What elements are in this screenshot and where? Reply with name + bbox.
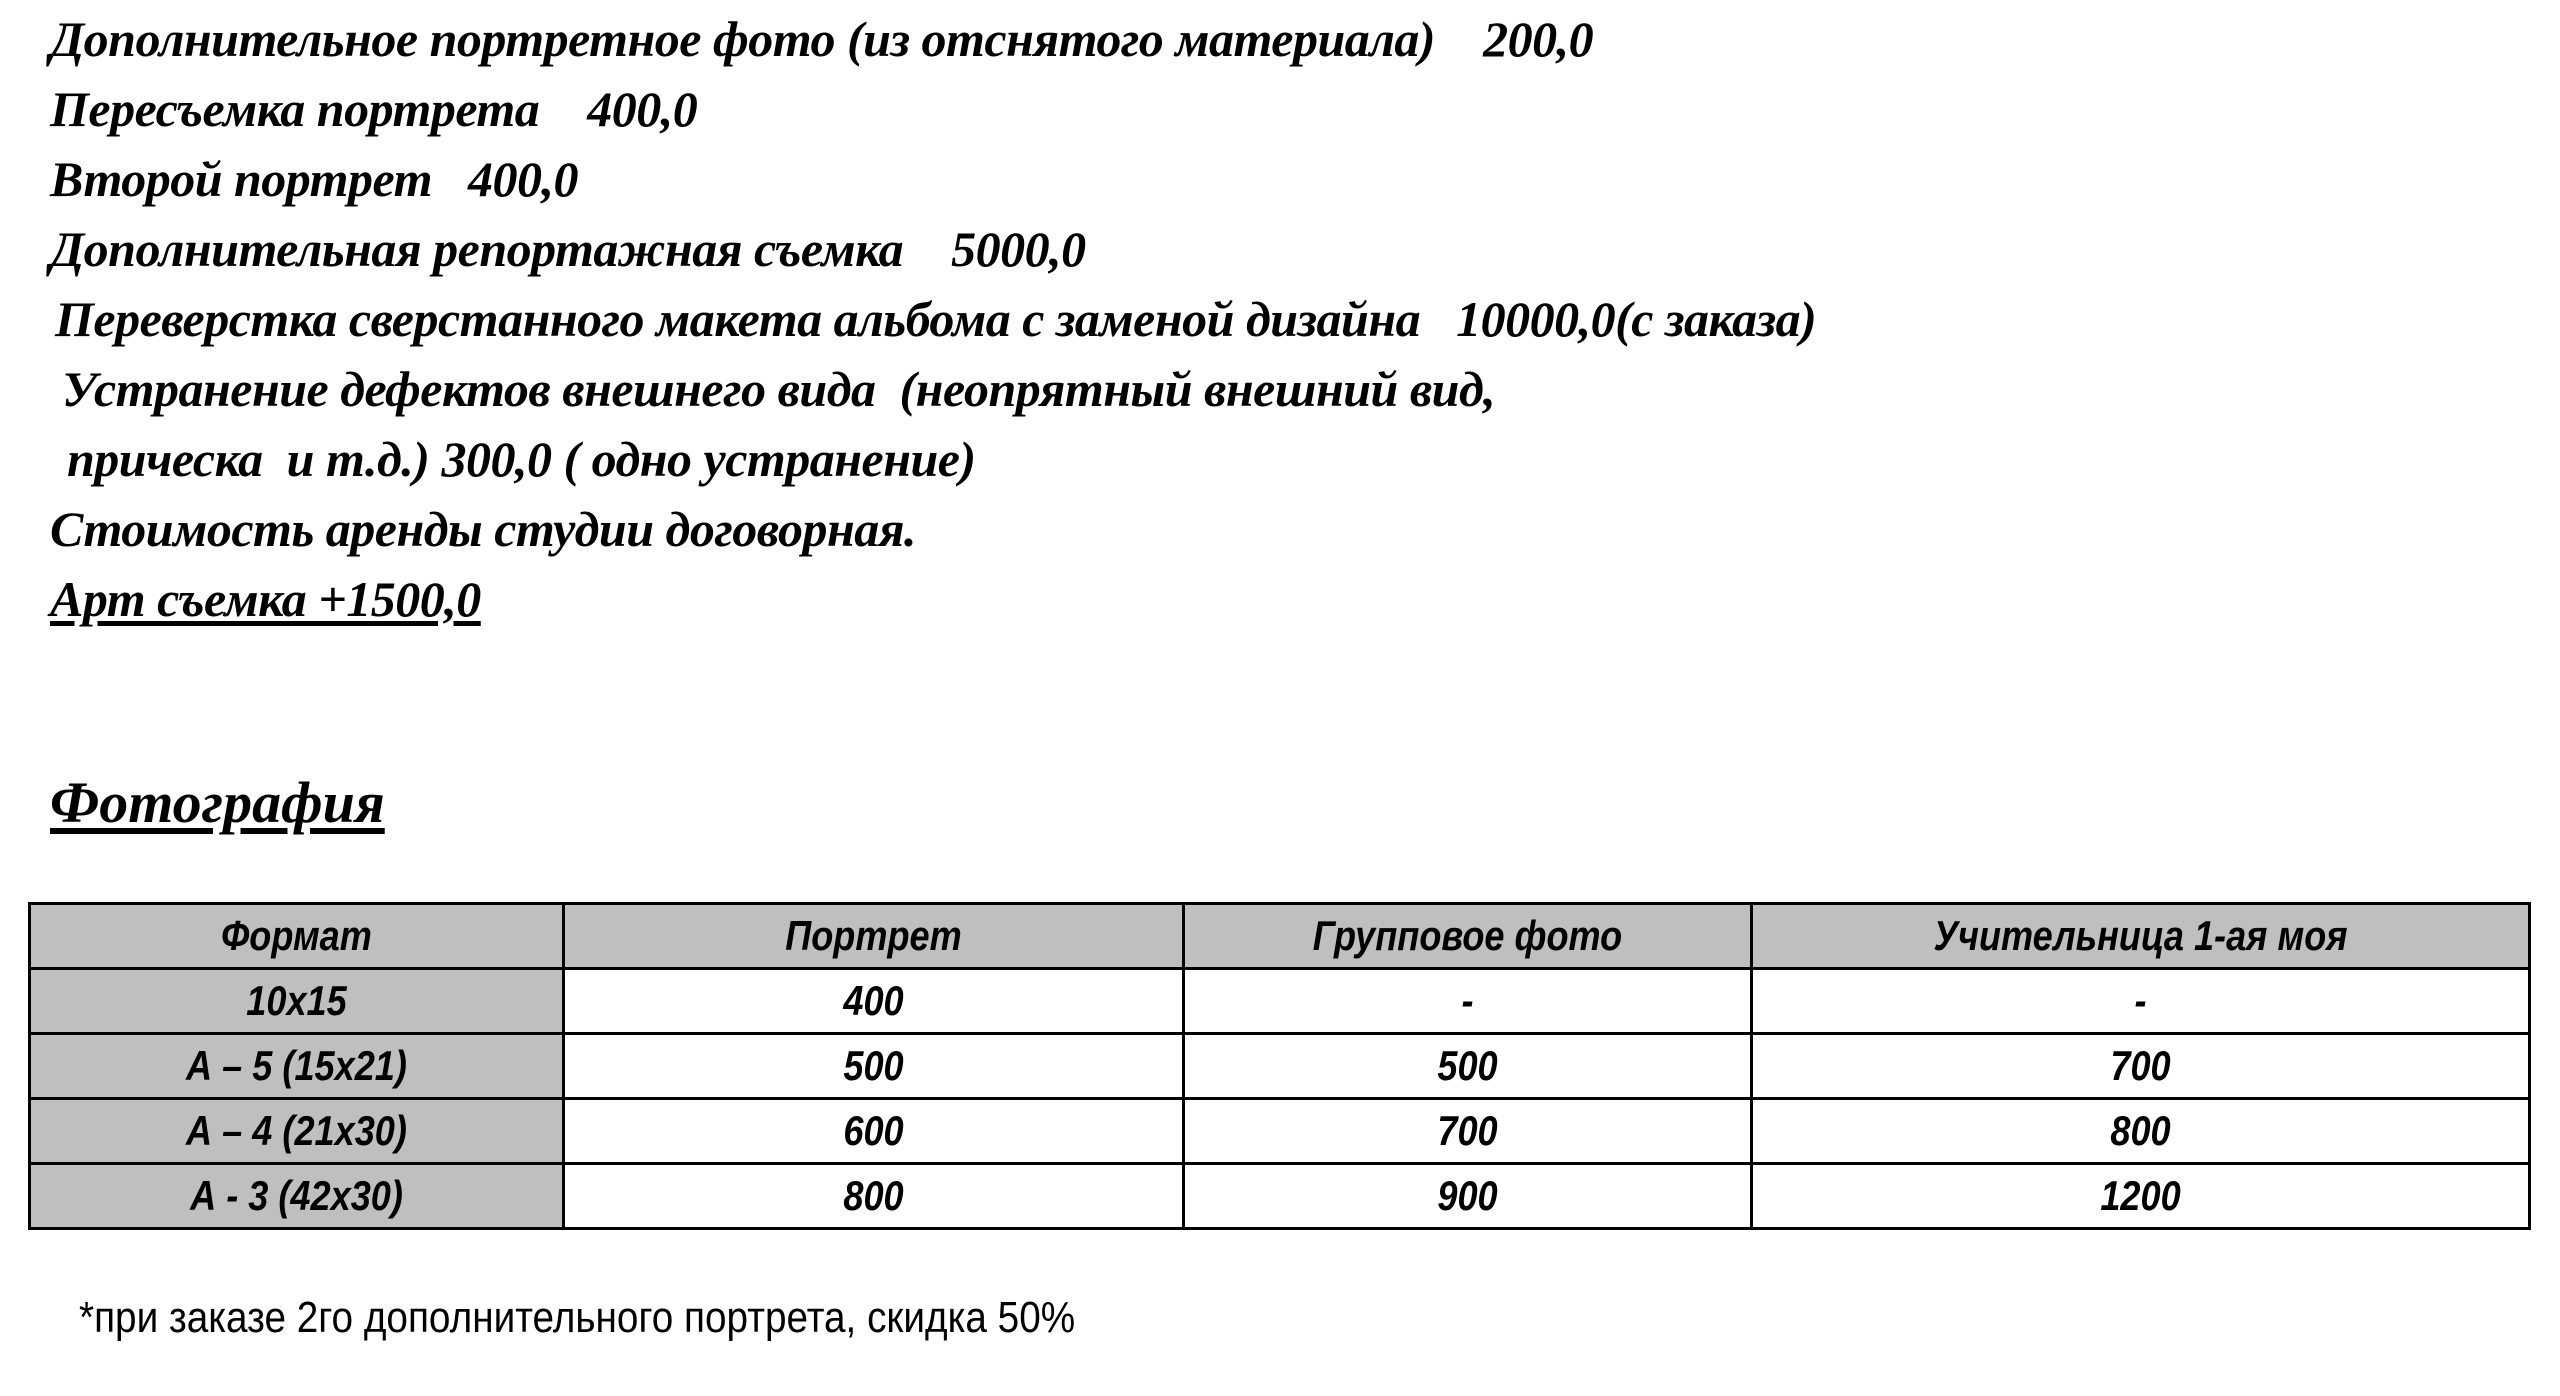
table-row <box>30 1099 2530 1164</box>
cell-teacher <box>1752 1034 2530 1099</box>
section-heading-wrap <box>50 768 385 838</box>
cell-format-value: 10x15 <box>246 977 347 1024</box>
cell-portret-value: 500 <box>843 1042 904 1089</box>
cell-teacher-value: 700 <box>2110 1042 2171 1089</box>
table-header-teacher-label: Учительница 1-ая моя <box>1933 912 2348 959</box>
cell-format-value: А – 4 (21х30) <box>186 1107 407 1154</box>
price-line: Второй портрет 400,0 <box>50 151 578 207</box>
cell-format <box>30 1099 564 1164</box>
price-line-underlined-wrap <box>0 564 2560 647</box>
price-line: Дополнительная репортажная съемка 5000,0 <box>50 221 1086 277</box>
cell-teacher <box>1752 1099 2530 1164</box>
cell-group-value: - <box>1461 977 1474 1024</box>
price-line: Стоимость аренды студии договорная. <box>50 501 916 557</box>
cell-teacher <box>1752 969 2530 1034</box>
cell-format <box>30 1164 564 1229</box>
cell-group <box>1184 1034 1752 1099</box>
page-title: Фотография <box>50 770 385 835</box>
table-header-portret-label: Портрет <box>785 912 962 959</box>
cell-teacher <box>1752 1164 2530 1229</box>
cell-group-value: 900 <box>1437 1172 1498 1219</box>
price-line: Дополнительное портретное фото (из отснятого материала) 200,0 <box>50 11 1594 67</box>
table-row <box>30 1164 2530 1229</box>
cell-group <box>1184 969 1752 1034</box>
price-line-underlined: Арт съемка +1500,0 <box>50 571 481 627</box>
cell-portret <box>564 1099 1184 1164</box>
cell-portret <box>564 1034 1184 1099</box>
cell-format <box>30 969 564 1034</box>
price-line: прическа и т.д.) 300,0 ( одно устранение) <box>55 431 976 487</box>
cell-portret-value: 800 <box>843 1172 904 1219</box>
table-header-format <box>30 904 564 969</box>
table-row <box>30 1034 2530 1099</box>
table-footnote <box>30 1240 1211 1396</box>
cell-teacher-value: 1200 <box>2100 1172 2181 1219</box>
table-header-row <box>30 904 2530 969</box>
price-line: Устранение дефектов внешнего вида (неопрятный внешний вид, <box>62 361 1496 417</box>
cell-format-value: А – 5 (15х21) <box>186 1042 407 1089</box>
table-footnote-text: *при заказе 2го дополнительного портрета, скидка 50% <box>78 1293 1076 1342</box>
cell-teacher-value: 800 <box>2110 1107 2171 1154</box>
cell-group <box>1184 1164 1752 1229</box>
cell-group <box>1184 1099 1752 1164</box>
table-header-group-label: Групповое фото <box>1312 912 1623 959</box>
photo-price-table <box>28 902 2531 1230</box>
table-header-group <box>1184 904 1752 969</box>
cell-format-value: А - 3 (42х30) <box>190 1172 403 1219</box>
price-line: Переверстка сверстанного макета альбома с заменой дизайна 10000,0(с заказа) <box>55 291 1817 347</box>
cell-portret-value: 400 <box>843 977 904 1024</box>
cell-portret-value: 600 <box>843 1107 904 1154</box>
table-header-teacher <box>1752 904 2530 969</box>
table-header-portret <box>564 904 1184 969</box>
price-line: Пересъемка портрета 400,0 <box>50 81 698 137</box>
cell-group-value: 700 <box>1437 1107 1498 1154</box>
cell-portret <box>564 969 1184 1034</box>
cell-teacher-value: - <box>2134 977 2147 1024</box>
cell-group-value: 500 <box>1437 1042 1498 1089</box>
photo-price-table-wrap <box>28 902 2528 1230</box>
cell-format <box>30 1034 564 1099</box>
table-header-format-label: Формат <box>221 912 372 959</box>
cell-portret <box>564 1164 1184 1229</box>
price-list <box>0 0 2560 647</box>
table-row <box>30 969 2530 1034</box>
